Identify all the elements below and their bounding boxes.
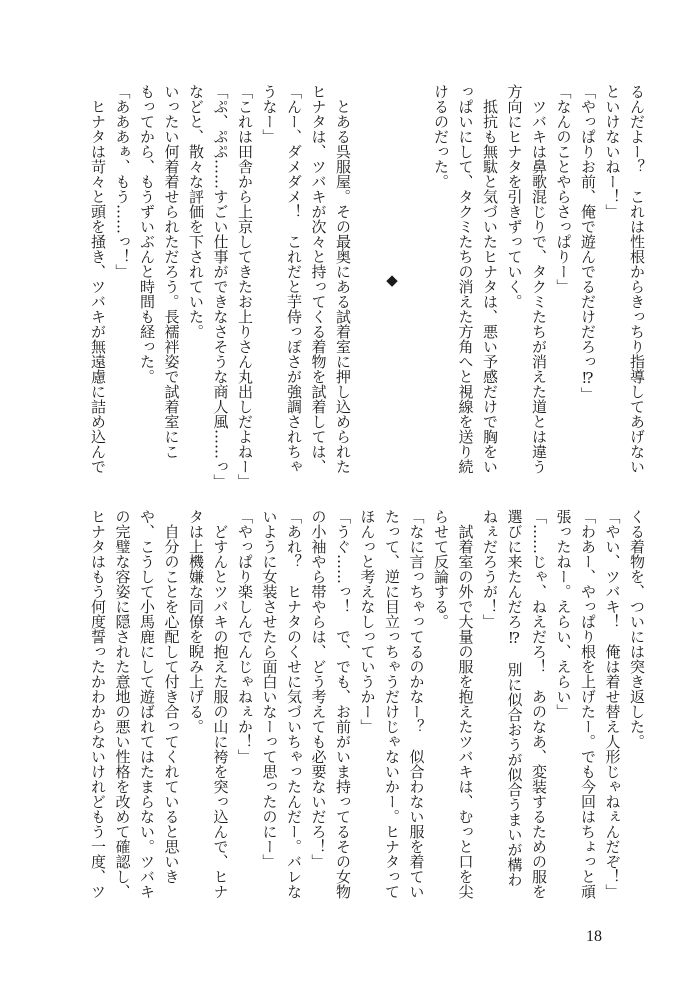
text-line: いように女装させたら面白いなーって思ったのにー」 (260, 509, 279, 869)
text-line: るんだよー？ これは性根からきっちり指導してあげない (628, 84, 646, 474)
text-line: などと、散々な評価を下されていた。 (187, 84, 205, 339)
text-line: 「やい、ツバキ！ 俺は着せ替え人形じゃねぇんだぞ！」 (603, 509, 622, 899)
text-line: 「これは田舎から上京してきたお上りさん丸出しだよねー」 (236, 84, 254, 489)
text-line: 「やっぱりお前、俺で遊んでるだけだろっ⁉」 (579, 84, 597, 402)
text-line: 「やっぱり楽しんでんじゃねぇか！」 (236, 509, 254, 764)
text-line: らせて反論する。 (432, 509, 450, 629)
text-line: といけないねー！」 (603, 84, 622, 219)
text-line: っぱいにして、タクミたちの消えた方角へと視線を送り続 (456, 84, 475, 474)
text-line: うなー」 (260, 84, 279, 144)
text-line: ほんっと考えなしっていうかー」 (358, 509, 377, 734)
text-line: 「なんのことやらさっぱりー」 (554, 84, 573, 294)
text-line: 方向にヒナタを引きずっていく。 (505, 84, 524, 309)
text-line: いったい何着着せられただろう。長襦袢姿で試着室にこ (162, 84, 181, 459)
text-line: ねぇだろうが！」 (481, 509, 499, 629)
text-line: 「うぐ……っ！ で、でも、お前がいま持ってるその女物 (334, 509, 352, 899)
text-line: たって、逆に目立っちゃうだけじゃないかー。ヒナタって (383, 509, 401, 899)
text-line: けるのだった。 (432, 84, 450, 189)
lower-text-block (84, 509, 649, 901)
text-line: の完璧な容姿に隠された意地の悪い性格を改めて確認し、 (113, 509, 132, 899)
text-line (355, 84, 380, 476)
page-number: 18 (586, 928, 602, 945)
text-line: 自分のことを心配して付き合ってくれていると思いき (162, 509, 181, 884)
text-line: 「……じゃ、ねえだろ！ あのなあ、変装するための服を (530, 509, 548, 899)
text-line: 「あああぁ、もう……っ！」 (113, 84, 132, 279)
section-break-diamond: ◆ (383, 271, 401, 289)
text-line: くる着物を、ついには突き返した。 (628, 509, 646, 749)
text-line: ヒナタはもう何度誓ったかわからないけれどもう一度、ツ (89, 509, 107, 899)
text-line: 「わあー、やっぱり根を上げたー。でも今回はちょっと頑 (579, 509, 597, 899)
text-line (404, 84, 429, 476)
text-line: とある呉服屋。その最奥にある試着室に押し込められた (334, 84, 352, 474)
text-line: 抵抗も無駄と気づいたヒナタは、悪い予感だけで胸をい (481, 84, 499, 474)
text-line: 「ぷ、ぷぷ……すごい仕事ができなさそうな商人風……っ」 (211, 84, 230, 489)
text-line: ヒナタは苛々と頭を掻き、ツバキが無遠慮に詰め込んで (89, 84, 107, 474)
text-line: どすんとツバキの抱えた服の山に袴を突っ込んで、ヒナ (211, 509, 230, 899)
text-line: ツバキは鼻歌混じりで、タクミたちが消えた道とは違う (530, 84, 548, 474)
text-line: の小袖やら帯やらは、どう考えても必要ないだろ！」 (309, 509, 328, 869)
text-line: 試着室の外で大量の服を抱えたツバキは、むっと口を尖 (456, 509, 475, 899)
text-line: 「あれ？ ヒナタのくせに気づいちゃったんだー。バレな (285, 509, 303, 899)
text-line: 「なに言っちゃってるのかなー？ 似合わない服を着てい (407, 509, 426, 899)
text-line: もってから、もうずいぶんと時間も経った。 (138, 84, 156, 384)
upper-text-block (84, 84, 649, 489)
text-line: 選びに来たんだろ⁉ 別に似合おうが似合うまいが構わ (505, 509, 524, 887)
text-line: ヒナタは、ツバキが次々と持ってくる着物を試着しては、 (309, 84, 328, 474)
text-line: タは上機嫌な同僚を睨み上げる。 (187, 509, 205, 734)
text-line: 「んー、ダメダメ！ これだと芋侍っぽさが強調されちゃ (285, 84, 303, 474)
text-line: や、こうして小馬鹿にして遊ばれてはたまらない。ツバキ (138, 509, 156, 899)
text-line: 張ったねー。えらい、えらい」 (554, 509, 573, 719)
